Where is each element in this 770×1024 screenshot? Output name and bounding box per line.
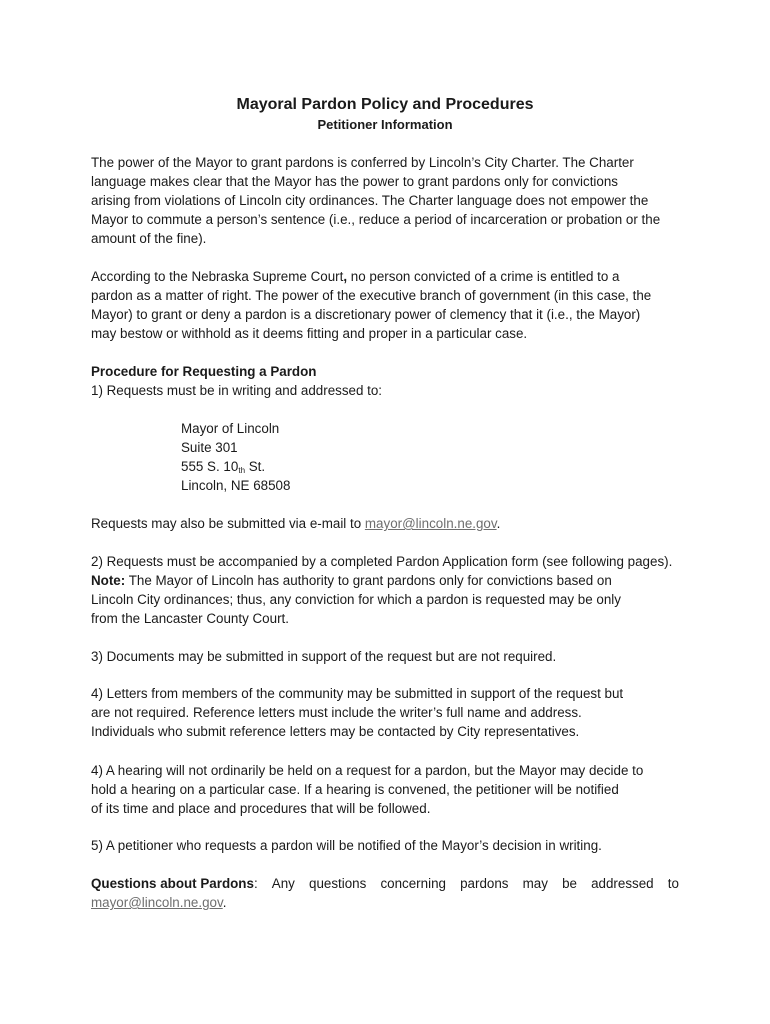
paragraph-line: arising from violations of Lincoln city ordinances. The Charter language does not empower the	[91, 193, 649, 208]
paragraph-line: Mayor) to grant or deny a pardon is a discretionary power of clemency that it (i.e., the Mayor)	[91, 307, 641, 322]
paragraph-line: Lincoln City ordinances; thus, any conviction for which a pardon is requested may be only	[91, 592, 621, 607]
paragraph-line: 4) A hearing will not ordinarily be held on a request for a pardon, but the Mayor may decide to	[91, 763, 644, 778]
step-2	[91, 552, 681, 628]
bold-comma: ,	[343, 269, 348, 284]
procedure-heading: Procedure for Requesting a Pardon	[91, 364, 317, 379]
word: to	[667, 876, 679, 891]
superscript: th	[238, 466, 246, 475]
text-span: .	[496, 516, 501, 531]
paragraph-line: language makes clear that the Mayor has the power to grant pardons only for convictions	[91, 174, 618, 189]
paragraph-line: are not required. Reference letters must include the writer’s full name and address.	[91, 705, 582, 720]
email-paragraph	[91, 514, 681, 533]
address-line	[181, 457, 290, 476]
email-link[interactable]: mayor@lincoln.ne.gov	[364, 516, 497, 531]
step-1: 1) Requests must be in writing and addressed to:	[91, 383, 383, 398]
word: may	[522, 876, 548, 891]
paragraph-line	[91, 514, 681, 533]
questions-email-link[interactable]: mayor@lincoln.ne.gov	[91, 895, 223, 910]
paragraph-line: 2) Requests must be accompanied by a completed Pardon Application form (see following pages).	[91, 554, 673, 569]
word: Any	[271, 876, 295, 891]
word: be	[562, 876, 577, 891]
page-title: Mayoral Pardon Policy and Procedures	[236, 96, 534, 113]
text-span: .	[222, 895, 227, 910]
paragraph-line	[91, 874, 679, 893]
supreme-court-paragraph	[91, 267, 681, 343]
address-line: Suite 301	[181, 440, 238, 455]
paragraph-line: pardon as a matter of right. The power of the executive branch of government (in this case, the	[91, 288, 652, 303]
paragraph-line: 5) A petitioner who requests a pardon will be notified of the Mayor’s decision in writing.	[91, 838, 602, 853]
word: pardons	[460, 876, 509, 891]
address-line: Lincoln, NE 68508	[181, 478, 291, 493]
paragraph-line: 4) Letters from members of the community may be submitted in support of the request but	[91, 686, 624, 701]
text-span: The Mayor of Lincoln has authority to grant pardons only for convictions based on	[125, 573, 612, 588]
paragraph-line: Mayor to commute a person’s sentence (i.e., reduce a period of incarceration or probation or the	[91, 212, 661, 227]
page-subtitle: Petitioner Information	[317, 117, 453, 132]
questions-label-wrap	[91, 874, 258, 893]
text-span: Requests may also be submitted via e-mail to	[91, 516, 365, 531]
note-label: Note:	[91, 573, 126, 588]
paragraph-line	[91, 893, 679, 912]
address-line: Mayor of Lincoln	[181, 421, 280, 436]
text-span: According to the Nebraska Supreme Court	[91, 269, 344, 284]
step-4-hearing	[91, 761, 681, 818]
word: concerning	[380, 876, 446, 891]
paragraph-line: from the Lancaster County Court.	[91, 611, 289, 626]
procedure-section	[91, 362, 681, 400]
text-span: St.	[245, 459, 266, 474]
text-span: :	[253, 876, 258, 891]
step-4-letters	[91, 684, 681, 741]
paragraph-line: of its time and place and procedures that will be followed.	[91, 801, 431, 816]
paragraph-line	[91, 267, 681, 286]
mailing-address	[181, 419, 290, 495]
word: questions	[309, 876, 367, 891]
word: addressed	[591, 876, 654, 891]
paragraph-line: Individuals who submit reference letters may be contacted by City representatives.	[91, 724, 580, 739]
step-3	[91, 647, 681, 666]
questions-paragraph	[91, 874, 679, 912]
charter-paragraph	[91, 153, 681, 248]
questions-label: Questions about Pardons	[91, 876, 254, 891]
paragraph-line	[91, 571, 681, 590]
step-5	[91, 836, 681, 855]
paragraph-line: 3) Documents may be submitted in support of the request but are not required.	[91, 649, 557, 664]
paragraph-line: hold a hearing on a particular case. If a hearing is convened, the petitioner will be notified	[91, 782, 619, 797]
text-span: no person convicted of a crime is entitled to a	[347, 269, 620, 284]
paragraph-line: may bestow or withhold as it deems fitting and proper in a particular case.	[91, 326, 528, 341]
paragraph-line: amount of the fine).	[91, 231, 207, 246]
text-span: 555 S. 10	[181, 459, 239, 474]
paragraph-line: The power of the Mayor to grant pardons is conferred by Lincoln’s City Charter. The Charter	[91, 155, 634, 170]
